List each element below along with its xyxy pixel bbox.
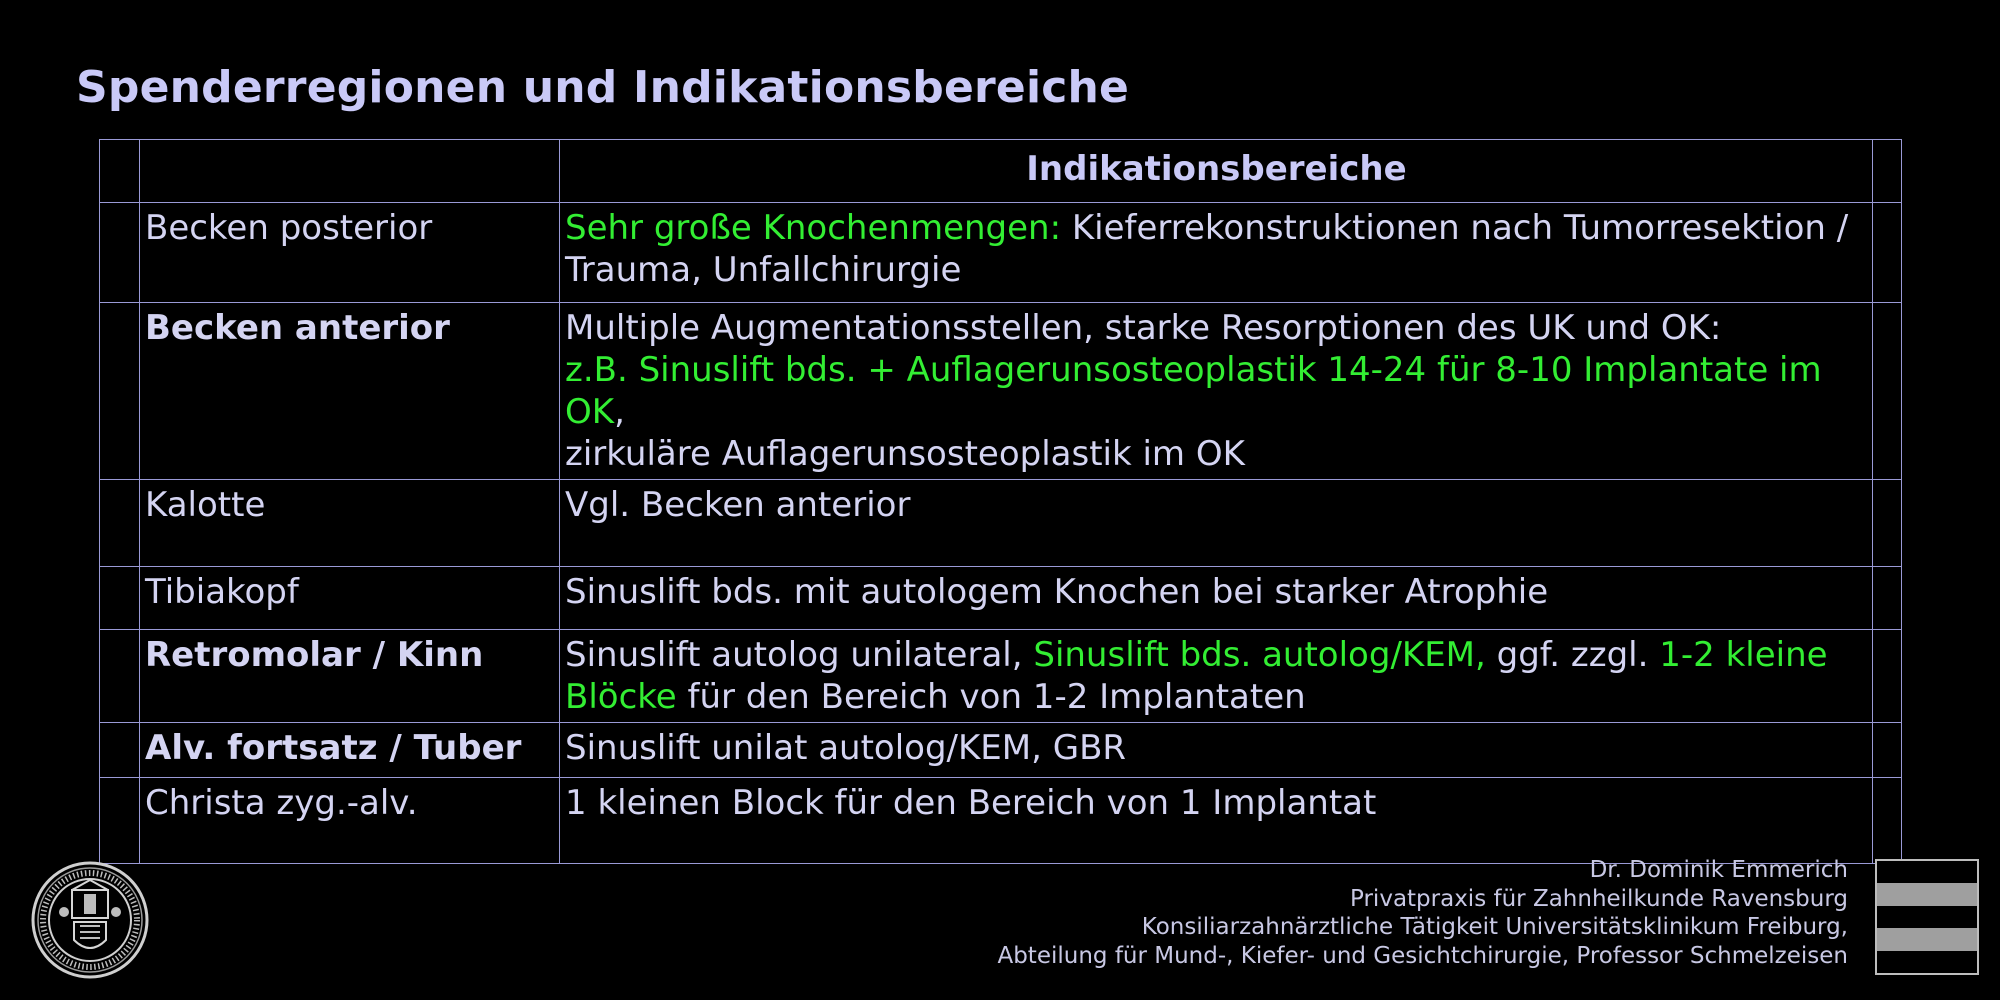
footer-line: Konsiliarzahnärztliche Tätigkeit Universitätsklinikum Freiburg, xyxy=(1141,914,1848,940)
table-edge-cell xyxy=(1873,630,1902,723)
table-row xyxy=(100,480,1902,567)
footer-line: Privatpraxis für Zahnheilkunde Ravensburg xyxy=(1350,885,1848,912)
region-cell: Christa zyg.-alv. xyxy=(140,778,560,864)
indication-cell xyxy=(560,303,1873,480)
table-edge-cell xyxy=(100,723,140,778)
indications-table xyxy=(99,139,1902,864)
footer-contact xyxy=(997,856,1848,970)
footer-line: Abteilung für Mund-, Kiefer- und Gesichtchirurgie, Professor Schmelzeisen xyxy=(997,942,1848,969)
table-row xyxy=(100,203,1902,303)
table-edge-cell xyxy=(1873,480,1902,567)
indication-highlight: 1-2 kleine Blöcke xyxy=(565,635,1828,717)
region-cell: Retromolar / Kinn xyxy=(140,630,560,723)
indication-cell xyxy=(560,630,1873,723)
region-cell: Kalotte xyxy=(140,480,560,567)
indication-text: , xyxy=(614,392,625,432)
table-edge-cell xyxy=(1873,203,1902,303)
striped-logo-icon xyxy=(1875,859,1979,975)
table-edge-cell xyxy=(100,567,140,630)
table-edge-cell xyxy=(1873,140,1902,203)
table-header-row xyxy=(100,140,1902,203)
table-row xyxy=(100,303,1902,480)
table-row xyxy=(100,778,1902,864)
indication-cell: Sinuslift unilat autolog/KEM, GBR xyxy=(560,723,1873,778)
header-indikationsbereiche: Indikationsbereiche xyxy=(560,140,1873,203)
table-edge-cell xyxy=(100,140,140,203)
indication-text: für den Bereich von 1-2 Implantaten xyxy=(676,677,1306,717)
indication-highlight: Sehr große Knochenmengen: xyxy=(565,208,1062,248)
indication-cell: Sinuslift bds. mit autologem Knochen bei starker Atrophie xyxy=(560,567,1873,630)
indication-text: Sinuslift autolog unilateral, xyxy=(565,635,1034,675)
indication-text: ggf. zzgl. xyxy=(1485,635,1660,675)
indication-cell xyxy=(560,203,1873,303)
table-edge-cell xyxy=(100,203,140,303)
indication-highlight: z.B. Sinuslift bds. + Auflagerunsosteoplastik 14-24 für 8-10 Implantate im OK xyxy=(565,350,1822,432)
footer-line: Dr. Dominik Emmerich xyxy=(1589,857,1848,883)
table-edge-cell xyxy=(100,778,140,864)
region-cell: Becken posterior xyxy=(140,203,560,303)
table-edge-cell xyxy=(100,303,140,480)
indication-text: Multiple Augmentationsstellen, starke Resorptionen des UK und OK: xyxy=(565,308,1722,348)
header-empty-cell xyxy=(140,140,560,203)
university-seal-icon xyxy=(30,860,150,980)
indication-cell: Vgl. Becken anterior xyxy=(560,480,1873,567)
indication-highlight: Sinuslift bds. autolog/KEM, xyxy=(1033,635,1486,675)
region-cell: Becken anterior xyxy=(140,303,560,480)
table-row xyxy=(100,723,1902,778)
region-cell: Alv. fortsatz / Tuber xyxy=(140,723,560,778)
table-edge-cell xyxy=(1873,303,1902,480)
table-edge-cell xyxy=(100,480,140,567)
table-edge-cell xyxy=(1873,778,1902,864)
table-row xyxy=(100,567,1902,630)
indication-text: Kieferrekonstruktionen nach Tumorresektion / Trauma, Unfallchirurgie xyxy=(565,208,1849,290)
region-cell: Tibiakopf xyxy=(140,567,560,630)
table-edge-cell xyxy=(1873,567,1902,630)
table-edge-cell xyxy=(100,630,140,723)
indication-cell: 1 kleinen Block für den Bereich von 1 Implantat xyxy=(560,778,1873,864)
table-edge-cell xyxy=(1873,723,1902,778)
table-row xyxy=(100,630,1902,723)
indication-text: zirkuläre Auflagerunsosteoplastik im OK xyxy=(565,434,1245,474)
slide-title: Spenderregionen und Indikationsbereiche xyxy=(76,62,1130,113)
